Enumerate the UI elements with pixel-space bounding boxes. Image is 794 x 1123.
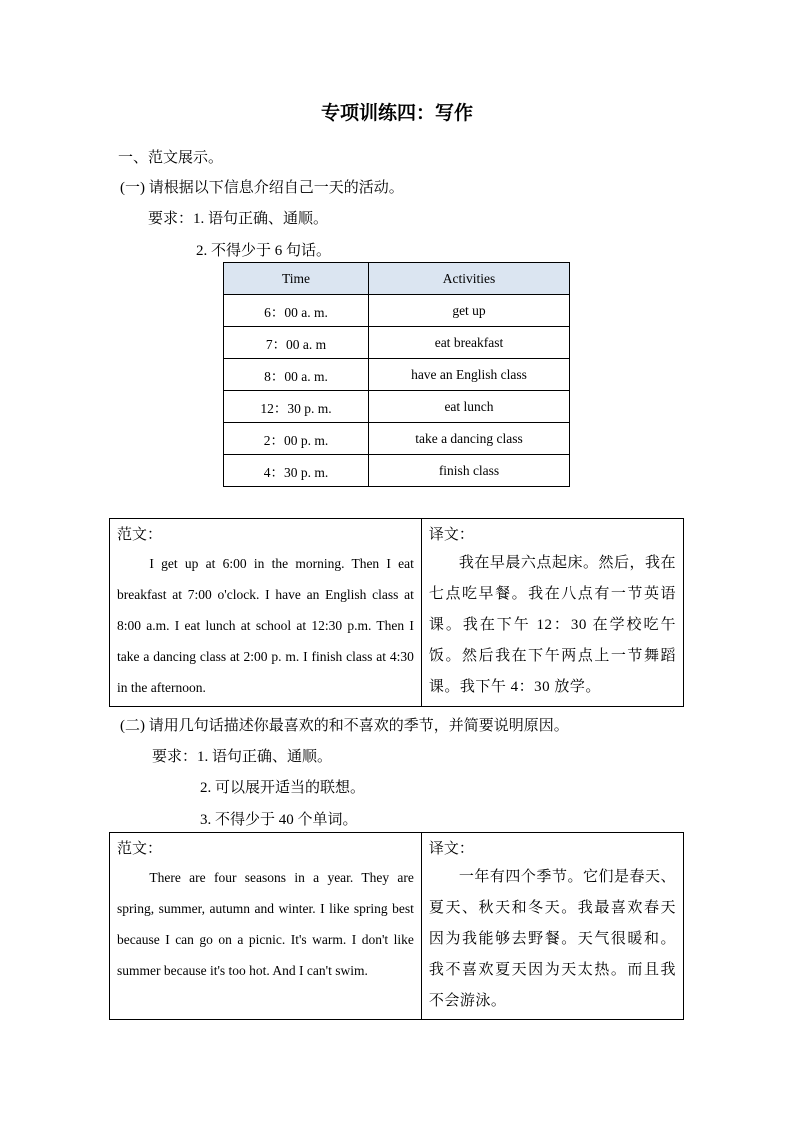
time-cell: 7：00 a. m xyxy=(224,327,369,359)
time-cell: 12：30 p. m. xyxy=(224,391,369,423)
section-heading: 一、范文展示。 xyxy=(118,150,224,166)
table-row xyxy=(224,295,570,327)
sample2-english-label: 范文： xyxy=(117,841,163,857)
table-row xyxy=(224,423,570,455)
table-row xyxy=(224,455,570,487)
sample2-box xyxy=(109,832,684,1020)
sample1-english-text: I get up at 6:00 in the morning. Then I eat breakfast at 7:00 o'clock. I have an English class at 8:00 a.m. I eat lunch at school at 12:30 p.m. Then I take a dancing class at 2:00 p. m. I finish class at 4:30 in the afternoon. xyxy=(117,556,414,695)
table-row xyxy=(224,327,570,359)
task2-prompt: (二) 请用几句话描述你最喜欢的和不喜欢的季节，并简要说明原因。 xyxy=(120,718,569,734)
table-row xyxy=(224,359,570,391)
column-header-time: Time xyxy=(224,263,369,295)
sample2-translation xyxy=(422,833,683,1019)
schedule-table xyxy=(223,262,570,487)
sample1-translation-label: 译文： xyxy=(428,527,474,543)
time-cell: 6：00 a. m. xyxy=(224,295,369,327)
activity-cell: eat lunch xyxy=(369,391,570,423)
table-header-row xyxy=(224,263,570,295)
page-title: 专项训练四：写作 xyxy=(320,103,473,124)
task2-requirement-2: 2. 可以展开适当的联想。 xyxy=(200,780,366,796)
activity-cell: get up xyxy=(369,295,570,327)
activity-cell: finish class xyxy=(369,455,570,487)
sample2-english xyxy=(110,833,422,1019)
activity-cell: eat breakfast xyxy=(369,327,570,359)
sample1-english xyxy=(110,519,422,706)
activity-cell: have an English class xyxy=(369,359,570,391)
task2-requirement-1: 要求：1. 语句正确、通顺。 xyxy=(152,749,333,765)
table-row xyxy=(224,391,570,423)
time-cell: 2：00 p. m. xyxy=(224,423,369,455)
task1-requirement-1: 要求：1. 语句正确、通顺。 xyxy=(148,211,329,227)
sample1-box xyxy=(109,518,684,707)
column-header-activities: Activities xyxy=(369,263,570,295)
sample2-translation-text: 一年有四个季节。它们是春天、夏天、秋天和冬天。我最喜欢春天因为我能够去野餐。天气很暖和。我不喜欢夏天因为天太热。而且我不会游泳。 xyxy=(428,869,676,1009)
sample2-english-text: There are four seasons in a year. They are spring, summer, autumn and winter. I like spring best because I can go on a picnic. It's warm. I don't like summer because it's too hot. And I can't swim. xyxy=(117,870,414,978)
task2-requirement-3: 3. 不得少于 40 个单词。 xyxy=(200,812,358,828)
sample1-translation xyxy=(422,519,683,706)
activity-cell: take a dancing class xyxy=(369,423,570,455)
sample1-translation-text: 我在早晨六点起床。然后，我在七点吃早餐。我在八点有一节英语课。我在下午 12：30 在学校吃午饭。然后我在下午两点上一节舞蹈课。我下午 4：30 放学。 xyxy=(428,555,676,695)
task1-prompt: (一) 请根据以下信息介绍自己一天的活动。 xyxy=(120,180,404,196)
sample1-english-label: 范文： xyxy=(117,527,163,543)
time-cell: 4：30 p. m. xyxy=(224,455,369,487)
time-cell: 8：00 a. m. xyxy=(224,359,369,391)
sample2-translation-label: 译文： xyxy=(428,841,474,857)
task1-requirement-2: 2. 不得少于 6 句话。 xyxy=(196,243,332,259)
